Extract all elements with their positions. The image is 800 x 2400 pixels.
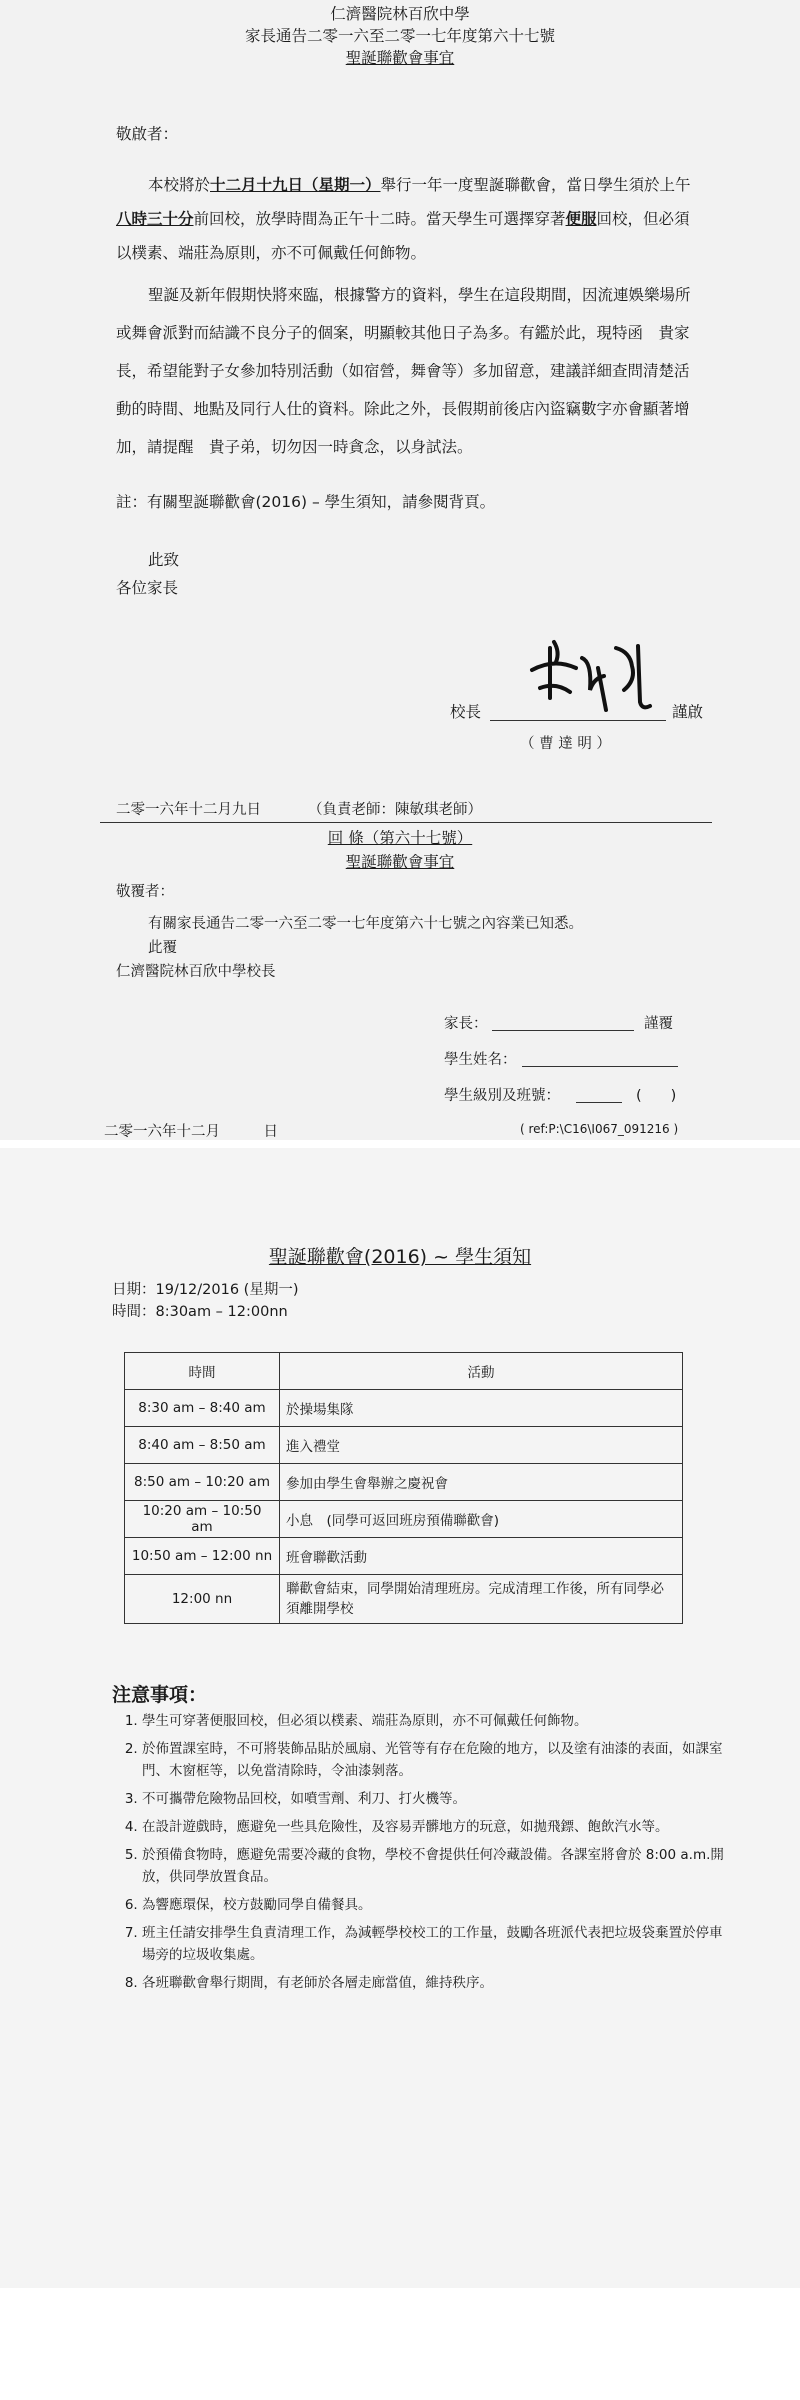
notes-title: 注意事項：: [112, 1684, 208, 1706]
para1-prefix: 本校將於: [148, 176, 211, 194]
para2-line: 動的時間、地點及同行人仕的資料。除此之外，長假期前後店內盜竊數字亦會顯著增: [116, 400, 690, 418]
para1-mid2: 前回校，放學時間為正午十二時。當天學生可選擇穿著: [193, 210, 566, 228]
principal-label: 校長: [450, 703, 482, 721]
header-activity: 活動: [280, 1353, 683, 1390]
reply-body: 有關家長通告二零一六至二零一七年度第六十七號之內容業已知悉。: [148, 916, 583, 932]
table-row: [125, 1538, 683, 1575]
notice-subject: 聖誕聯歡會事宜: [345, 49, 455, 67]
para1-date: 十二月十九日（星期一）: [210, 176, 381, 194]
reply-date: 二零一六年十二月 日: [104, 1124, 278, 1140]
row-activity: 進入禮堂: [280, 1427, 683, 1464]
guide-title: 聖誕聯歡會(2016) ~ 學生須知: [268, 1246, 532, 1268]
reply-closing: 此覆: [148, 940, 177, 956]
row-time: 10:20 am – 10:50 am: [125, 1501, 280, 1538]
reply-addressee: 仁濟醫院林百欣中學校長: [116, 964, 276, 980]
list-item: 3. 不可攜帶危險物品回校，如噴雪劑、利刀、打火機等。: [142, 1788, 732, 1810]
table-row: [125, 1390, 683, 1427]
reply-subject: 聖誕聯歡會事宜: [345, 853, 455, 871]
notice-date: 二零一六年十二月九日: [116, 802, 261, 818]
closing: 此致: [148, 551, 180, 569]
para1-casual: 便服: [565, 210, 597, 228]
event-date: 日期：19/12/2016 (星期一): [112, 1282, 299, 1298]
para2-line: 長，希望能對子女參加特別活動（如宿營，舞會等）多加留意，建議詳細查問清楚活: [116, 362, 690, 380]
class-number-field[interactable]: ( ): [636, 1088, 677, 1104]
paragraph-2: [116, 276, 736, 466]
para1-time: 八時三十分: [116, 210, 194, 228]
row-activity: 參加由學生會舉辦之慶祝會: [280, 1464, 683, 1501]
para2-line: 聖誕及新年假期快將來臨，根據警方的資料，學生在這段期間，因流連娛樂場所: [148, 286, 691, 304]
parent-signature-field[interactable]: [492, 1030, 634, 1031]
parent-label: 家長：: [444, 1016, 488, 1032]
principal-suffix: 謹啟: [672, 703, 704, 721]
school-name: 仁濟醫院林百欣中學: [330, 5, 470, 23]
table-header-row: [125, 1353, 683, 1390]
para2-line: 或舞會派對而結識不良分子的個案，明顯較其他日子為多。有鑑於此，現特函 貴家: [116, 324, 690, 342]
remark: 註：有關聖誕聯歡會(2016) – 學生須知，請參閱背頁。: [116, 493, 496, 511]
schedule-table: [124, 1352, 683, 1624]
row-activity: 班會聯歡活動: [280, 1538, 683, 1575]
list-item: 6. 為響應環保，校方鼓勵同學自備餐具。: [142, 1894, 732, 1916]
row-activity: 於操場集隊: [280, 1390, 683, 1427]
student-name-label: 學生姓名：: [444, 1052, 517, 1068]
row-time: 10:50 am – 12:00 nn: [125, 1538, 280, 1575]
table-row: [125, 1575, 683, 1624]
signature-image: [520, 618, 670, 718]
reply-salutation: 敬覆者：: [116, 884, 174, 900]
row-activity: 小息 (同學可返回班房預備聯歡會): [280, 1501, 683, 1538]
list-item: 1. 學生可穿著便服回校，但必須以樸素、端莊為原則，亦不可佩戴任何飾物。: [142, 1710, 732, 1732]
salutation: 敬啟者：: [116, 125, 179, 143]
paragraph-1: [116, 168, 716, 270]
row-activity: 聯歡會結束，同學開始清理班房。完成清理工作後，所有同學必須離開學校: [280, 1575, 683, 1624]
para1-mid: 舉行一年一度聖誕聯歡會，當日學生須於上午: [380, 176, 691, 194]
row-time: 8:50 am – 10:20 am: [125, 1464, 280, 1501]
table-row: [125, 1427, 683, 1464]
reply-title: 回 條（第六十七號）: [327, 829, 473, 847]
event-time: 時間：8:30am – 12:00nn: [112, 1304, 288, 1320]
list-item: 8. 各班聯歡會舉行期間，有老師於各層走廊當值，維持秩序。: [142, 1972, 732, 1994]
para1-line3: 以樸素、端莊為原則，亦不可佩戴任何飾物。: [116, 244, 427, 262]
notice-page: [0, 0, 800, 1140]
header-time: 時間: [125, 1353, 280, 1390]
addressee: 各位家長: [116, 579, 179, 597]
class-field[interactable]: [576, 1102, 622, 1103]
student-guide-page: [0, 1148, 800, 2288]
principal-name: （ 曹 達 明 ）: [520, 736, 611, 752]
row-time: 8:30 am – 8:40 am: [125, 1390, 280, 1427]
list-item: 7. 班主任請安排學生負責清理工作，為減輕學校校工的工作量，鼓勵各班派代表把垃圾袋棄置於停車場旁的垃圾收集處。: [142, 1922, 732, 1966]
reference-code: ( ref:P:\C16\I067_091216 ): [520, 1122, 679, 1136]
para1-end: 回校，但必須: [596, 210, 690, 228]
para2-line: 加，請提醒 貴子弟，切勿因一時貪念，以身試法。: [116, 438, 473, 456]
parent-suffix: 謹覆: [644, 1016, 673, 1032]
list-item: 2. 於佈置課室時，不可將裝飾品貼於風扇、光管等有存在危險的地方，以及塗有油漆的表面，如課室門、木窗框等，以免當清除時，令油漆剝落。: [142, 1738, 732, 1782]
notice-title: 家長通告二零一六至二零一七年度第六十七號: [244, 27, 555, 45]
row-time: 12:00 nn: [125, 1575, 280, 1624]
list-item: 4. 在設計遊戲時，應避免一些具危險性，及容易弄髒地方的玩意，如拋飛鏢、飽飲汽水等。: [142, 1816, 732, 1838]
class-label: 學生級別及班號：: [444, 1088, 560, 1104]
signature-line: [490, 720, 666, 721]
table-row: [125, 1501, 683, 1538]
row-time: 8:40 am – 8:50 am: [125, 1427, 280, 1464]
list-item: 5. 於預備食物時，應避免需要冷藏的食物，學校不會提供任何冷藏設備。各課室將會於 8:00 a.m.開放，供同學放置食品。: [142, 1844, 732, 1888]
student-name-field[interactable]: [522, 1066, 678, 1067]
notes-list: [112, 1710, 732, 2000]
table-row: [125, 1464, 683, 1501]
responsible-teacher: （負責老師：陳敏琪老師）: [308, 802, 482, 818]
cut-line: [100, 822, 712, 823]
